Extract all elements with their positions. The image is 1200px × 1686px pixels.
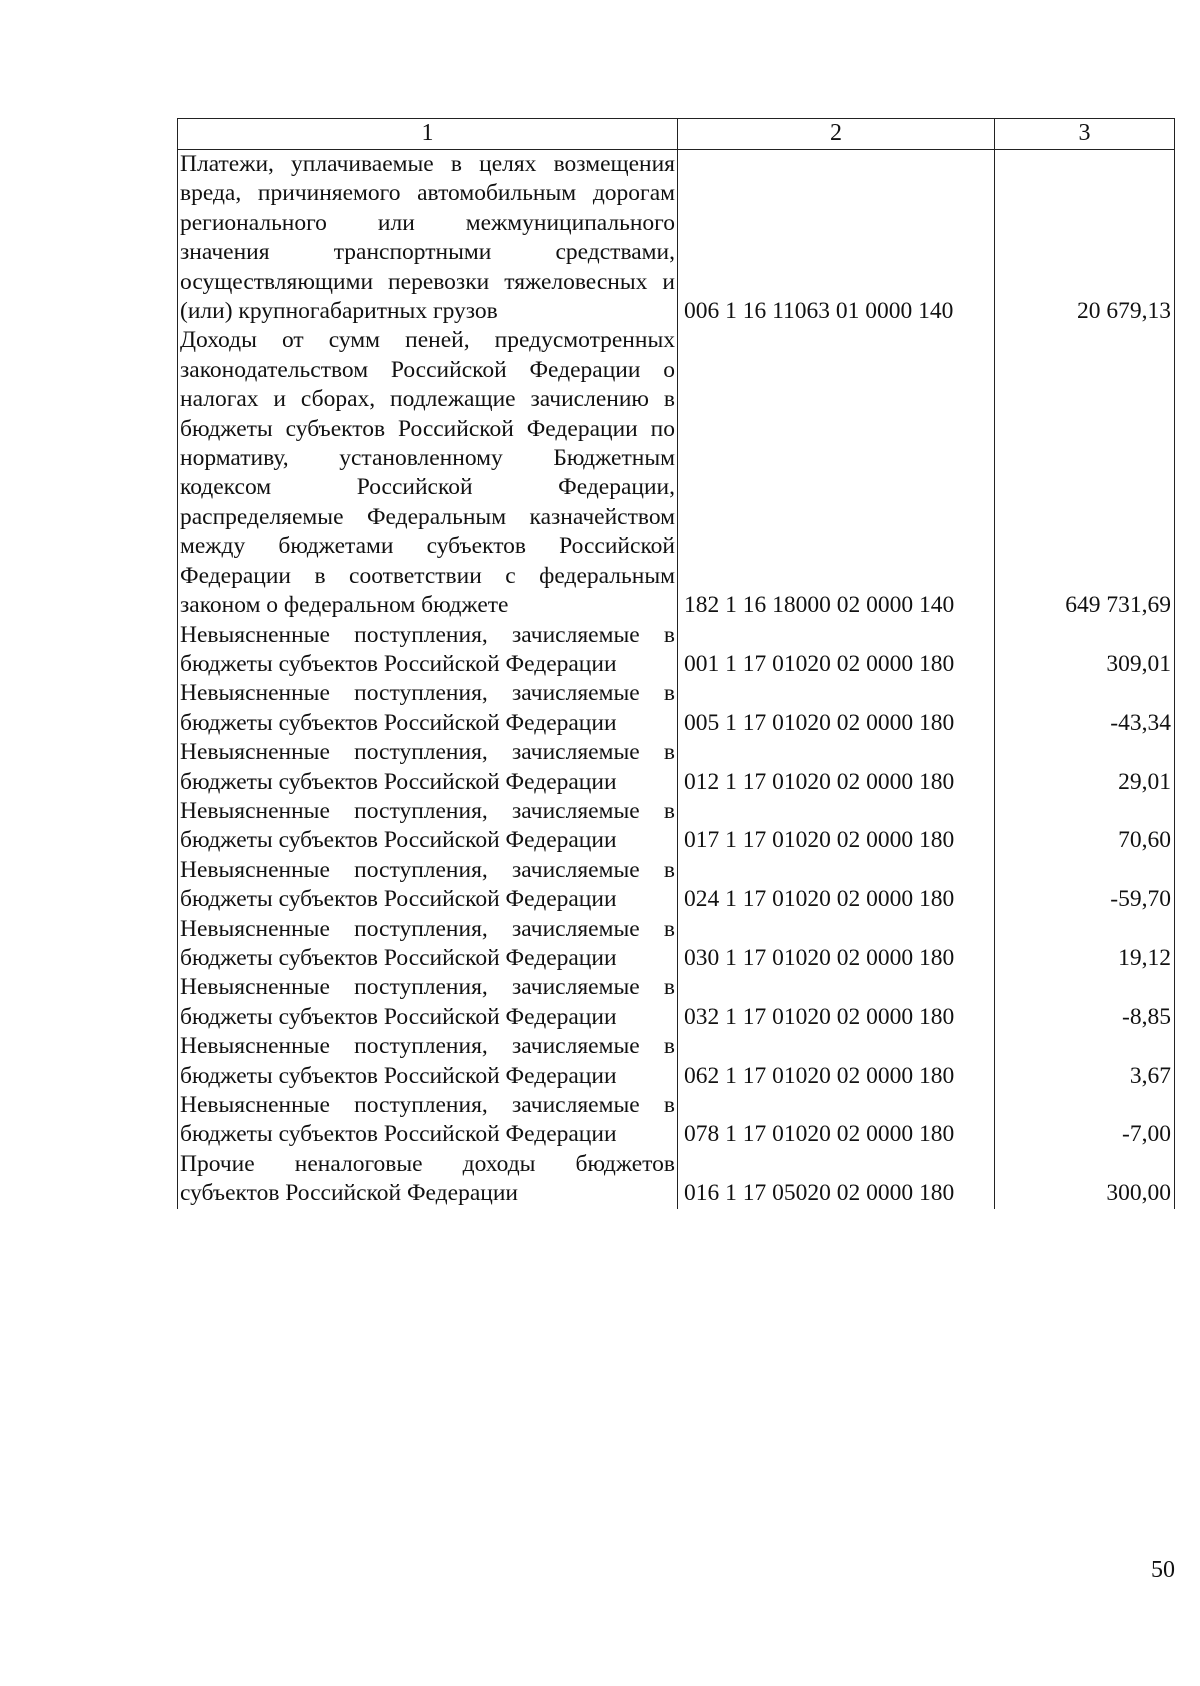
amount-value: 70,60 xyxy=(995,797,1175,856)
budget-classification-code: 078 1 17 01020 02 0000 180 xyxy=(678,1091,995,1150)
budget-classification-code: 182 1 16 18000 02 0000 140 xyxy=(678,326,995,620)
amount-value: 300,00 xyxy=(995,1150,1175,1209)
amount-value: -59,70 xyxy=(995,856,1175,915)
table-row xyxy=(178,973,1175,1032)
table-row xyxy=(178,915,1175,974)
amount-value: 309,01 xyxy=(995,621,1175,680)
amount-value: 3,67 xyxy=(995,1032,1175,1091)
budget-classification-code: 032 1 17 01020 02 0000 180 xyxy=(678,973,995,1032)
budget-classification-code: 012 1 17 01020 02 0000 180 xyxy=(678,738,995,797)
header-row xyxy=(178,119,1175,150)
budget-classification-code: 005 1 17 01020 02 0000 180 xyxy=(678,679,995,738)
table-row xyxy=(178,856,1175,915)
table-row xyxy=(178,150,1175,327)
table-row xyxy=(178,738,1175,797)
page-number: 50 xyxy=(1151,1557,1175,1583)
revenue-description: Невыясненные поступления, зачисляемые в бюджеты субъектов Российской Федерации xyxy=(178,973,678,1032)
table-row xyxy=(178,1032,1175,1091)
table-row xyxy=(178,621,1175,680)
amount-value: 29,01 xyxy=(995,738,1175,797)
revenue-description: Невыясненные поступления, зачисляемые в бюджеты субъектов Российской Федерации xyxy=(178,856,678,915)
amount-value: -43,34 xyxy=(995,679,1175,738)
budget-classification-code: 024 1 17 01020 02 0000 180 xyxy=(678,856,995,915)
column-header-3: 3 xyxy=(995,119,1175,150)
table-row xyxy=(178,679,1175,738)
revenue-description: Невыясненные поступления, зачисляемые в бюджеты субъектов Российской Федерации xyxy=(178,738,678,797)
table-row xyxy=(178,1150,1175,1209)
revenue-description: Невыясненные поступления, зачисляемые в бюджеты субъектов Российской Федерации xyxy=(178,797,678,856)
table-row xyxy=(178,797,1175,856)
revenue-description: Невыясненные поступления, зачисляемые в бюджеты субъектов Российской Федерации xyxy=(178,679,678,738)
amount-value: -7,00 xyxy=(995,1091,1175,1150)
revenue-description: Невыясненные поступления, зачисляемые в бюджеты субъектов Российской Федерации xyxy=(178,1032,678,1091)
table-body xyxy=(178,150,1175,1209)
table-row xyxy=(178,1091,1175,1150)
revenue-description: Невыясненные поступления, зачисляемые в бюджеты субъектов Российской Федерации xyxy=(178,915,678,974)
budget-classification-code: 017 1 17 01020 02 0000 180 xyxy=(678,797,995,856)
amount-value: 19,12 xyxy=(995,915,1175,974)
budget-classification-code: 062 1 17 01020 02 0000 180 xyxy=(678,1032,995,1091)
revenue-description: Платежи, уплачиваемые в целях возмещения вреда, причиняемого автомобильным дорогам регионального или межмуниципального значения транспортными средствами, осуществляющими перевозки тяжеловесных и (или) крупногабаритных грузов xyxy=(178,150,678,327)
table-header xyxy=(178,119,1175,150)
budget-classification-code: 030 1 17 01020 02 0000 180 xyxy=(678,915,995,974)
revenue-description: Невыясненные поступления, зачисляемые в бюджеты субъектов Российской Федерации xyxy=(178,621,678,680)
amount-value: 649 731,69 xyxy=(995,326,1175,620)
amount-value: 20 679,13 xyxy=(995,150,1175,327)
budget-classification-code: 016 1 17 05020 02 0000 180 xyxy=(678,1150,995,1209)
amount-value: -8,85 xyxy=(995,973,1175,1032)
budget-classification-code: 006 1 16 11063 01 0000 140 xyxy=(678,150,995,327)
revenue-description: Невыясненные поступления, зачисляемые в бюджеты субъектов Российской Федерации xyxy=(178,1091,678,1150)
revenue-table xyxy=(177,118,1175,1209)
column-header-2: 2 xyxy=(678,119,995,150)
column-header-1: 1 xyxy=(178,119,678,150)
revenue-description: Прочие неналоговые доходы бюджетов субъектов Российской Федерации xyxy=(178,1150,678,1209)
revenue-description: Доходы от сумм пеней, предусмотренных законодательством Российской Федерации о налогах и сборах, подлежащие зачислению в бюджеты субъектов Российской Федерации по нормативу, установленному Бюджетным кодексом Российской Федерации, распределяемые Федеральным казначейством между бюджетами субъектов Российской Федерации в соответствии с федеральным законом о федеральном бюджете xyxy=(178,326,678,620)
table-row xyxy=(178,326,1175,620)
budget-classification-code: 001 1 17 01020 02 0000 180 xyxy=(678,621,995,680)
